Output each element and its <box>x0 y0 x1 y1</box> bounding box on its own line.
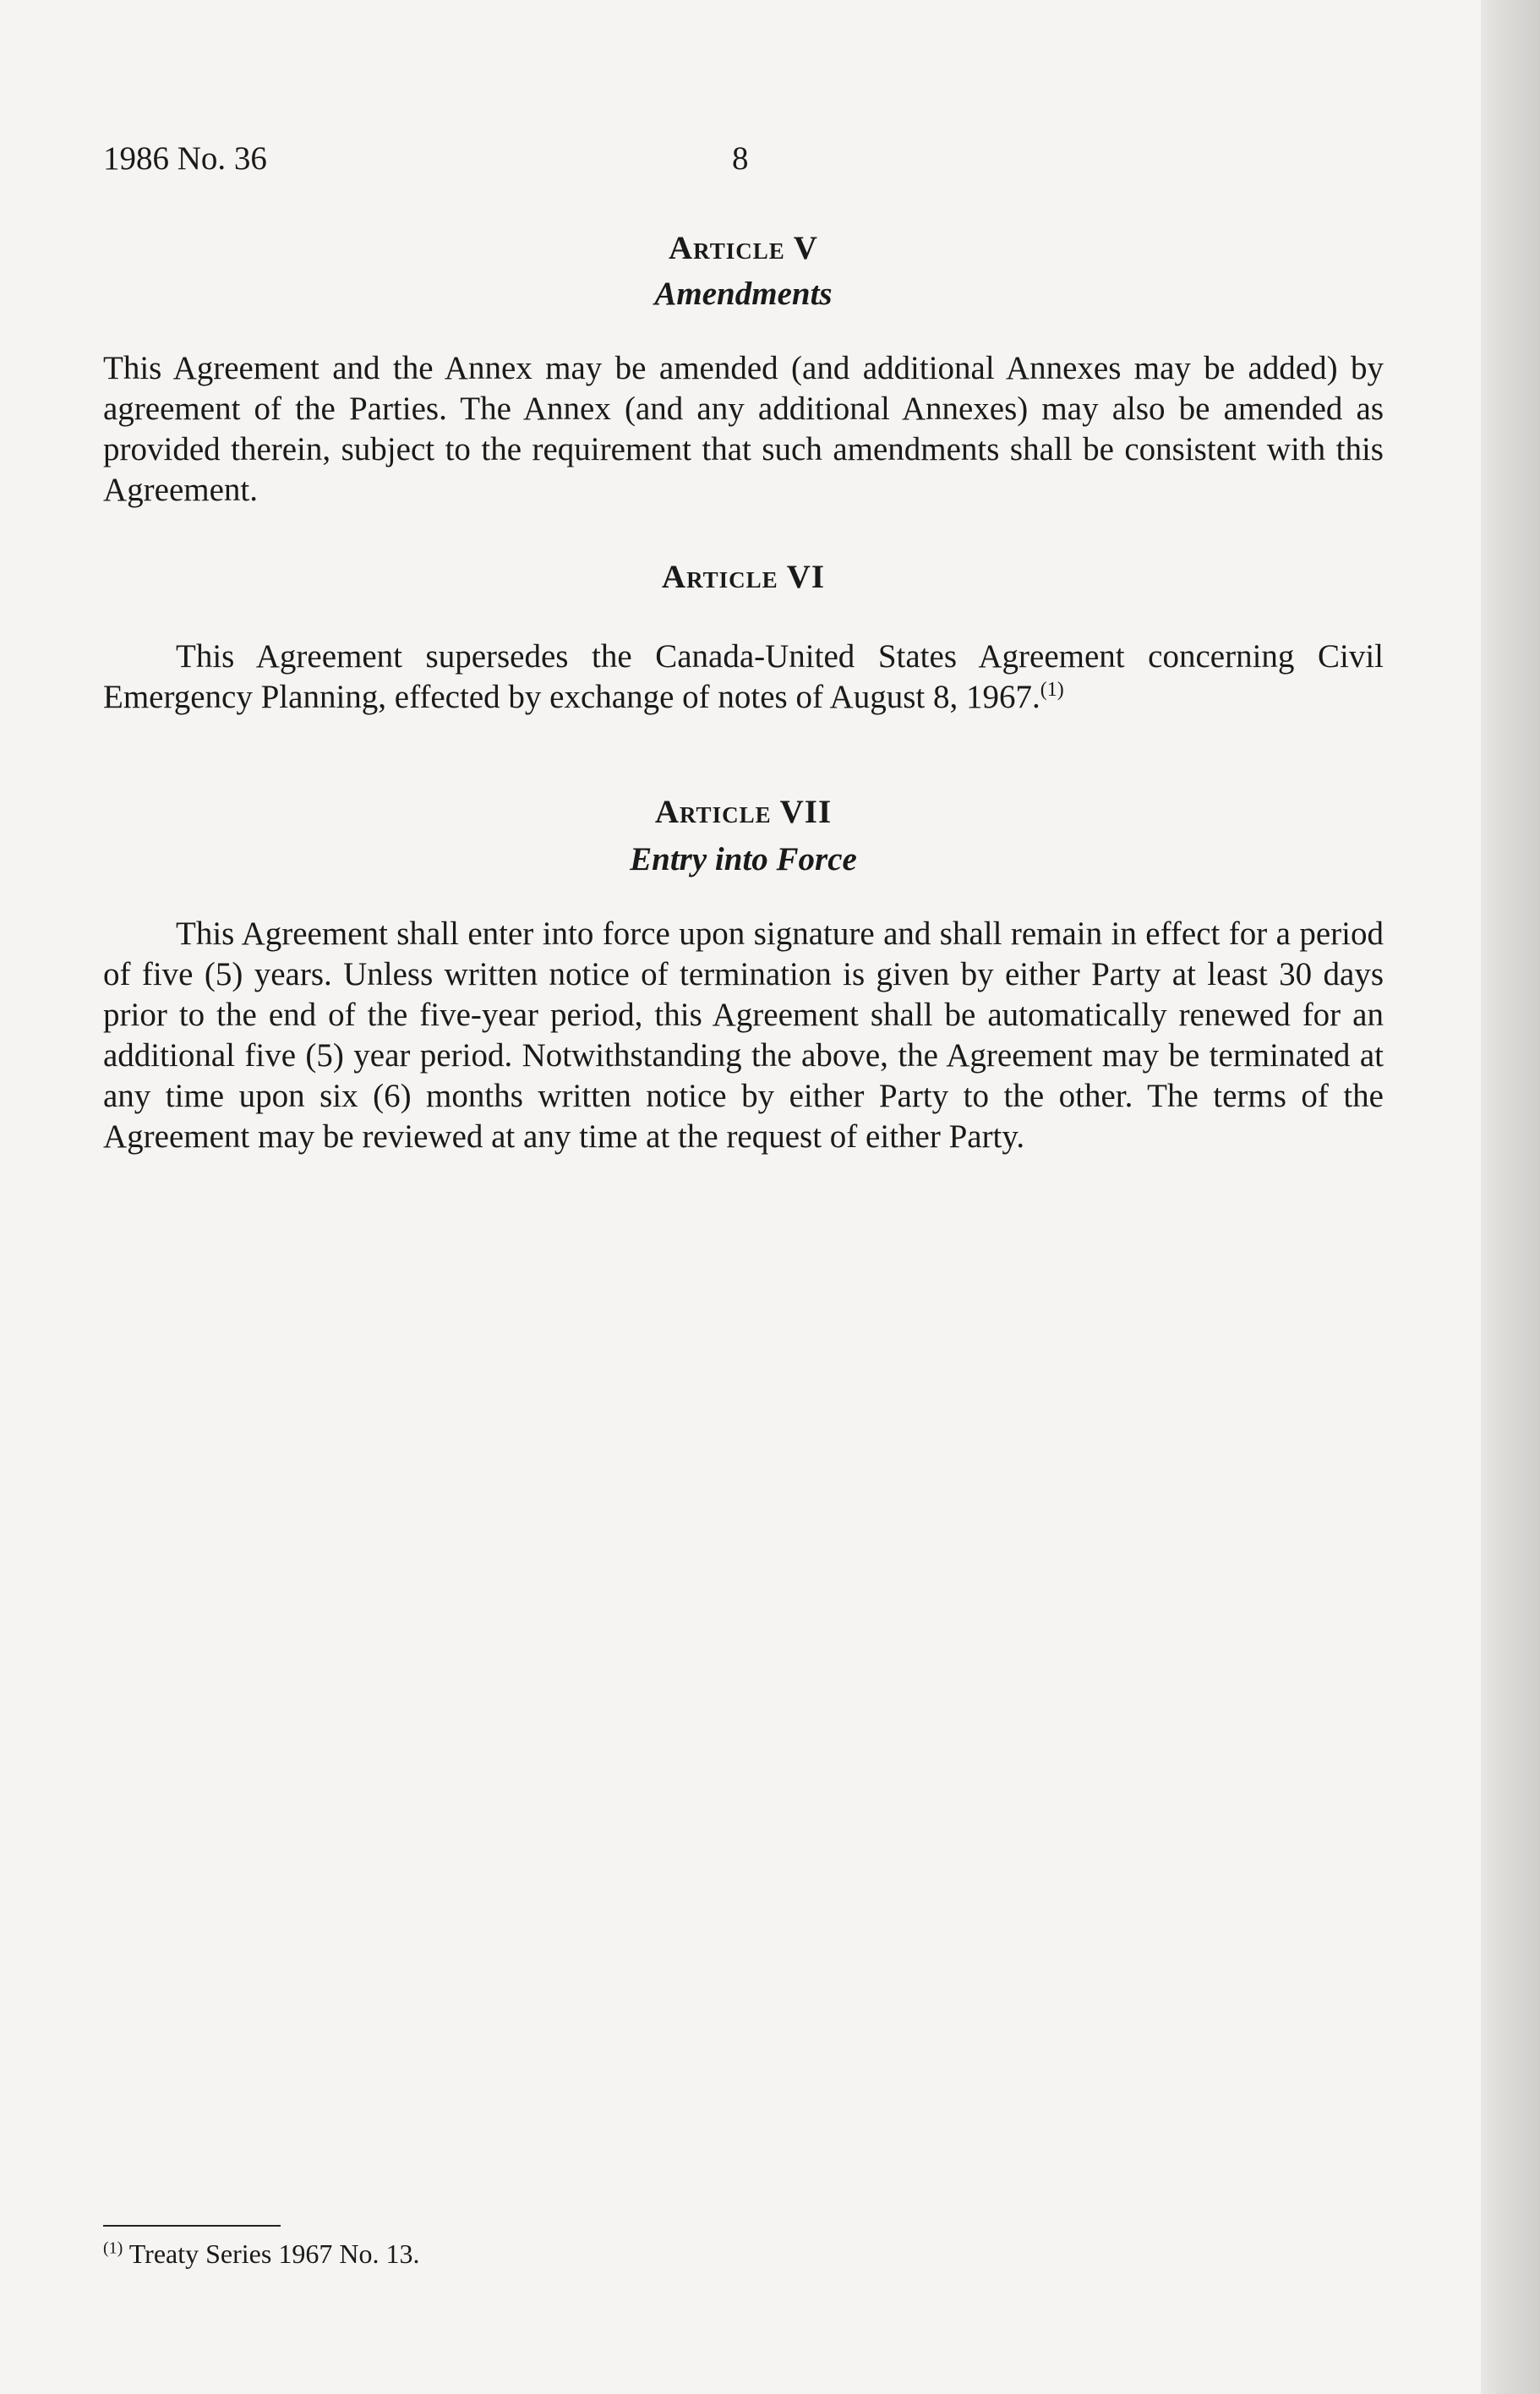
page-number: 8 <box>732 140 749 177</box>
article-v-body: This Agreement and the Annex may be amended (and additional Annexes may be added) by agreement of the Parties. The Annex (and any additional Annexes) may also be amended as provided therein, subject to the requirement that such amendments shall be consistent with this Agreement. <box>103 350 1384 508</box>
article-v <box>103 228 1384 511</box>
main-content <box>103 228 1384 1157</box>
footnote-marker: (1) <box>103 2238 123 2258</box>
footnote-reference: (1) <box>1040 679 1064 701</box>
footnote-text: Treaty Series 1967 No. 13. <box>128 2238 420 2269</box>
article-vii <box>103 792 1384 1157</box>
page-edge <box>1481 0 1540 2394</box>
article-v-subtitle: Amendments <box>654 276 833 312</box>
article-vii-body: This Agreement shall enter into force upon signature and shall remain in effect for a period of five (5) years. Unless written notice of termination is given by either Party at least 30 days prior to the end of the five-year period, this Agreement shall be automatically renewed for an additional five (5) year period. Notwithstanding the above, the Agreement may be terminated at any time upon six (6) months written notice by either Party to the other. The terms of the Agreement may be reviewed at any time at the request of either Party. <box>103 916 1384 1155</box>
article-vi-heading: Article VI <box>661 559 826 595</box>
article-v-heading: Article V <box>669 230 818 266</box>
article-vi <box>103 557 1384 718</box>
article-vi-text: This Agreement supersedes the Canada-United States Agreement concerning Civil Emergency Planning, effected by exchange of notes of August 8, 1967. <box>103 638 1384 715</box>
treaty-series-number: 1986 No. 36 <box>103 140 267 177</box>
footnote <box>103 2238 419 2270</box>
article-vii-heading: Article VII <box>654 794 833 830</box>
article-vii-subtitle: Entry into Force <box>630 841 857 877</box>
footnote-divider <box>103 2225 281 2227</box>
article-vi-body <box>103 637 1384 718</box>
